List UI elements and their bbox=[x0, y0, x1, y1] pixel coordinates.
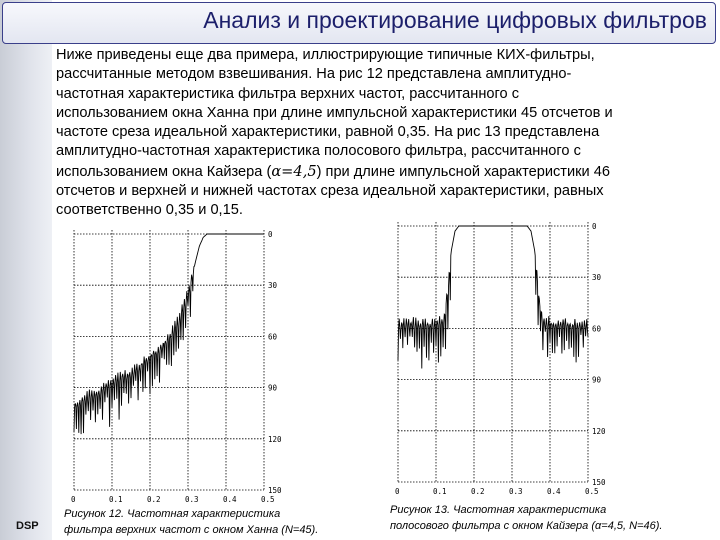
fig12-ytick-4: 120 bbox=[268, 434, 282, 444]
fig13-xtick-3: 0.3 bbox=[509, 487, 523, 496]
fig12-ytick-5: 150 bbox=[268, 486, 282, 495]
figure-13-bandpass-response bbox=[380, 216, 680, 498]
alpha-symbol: α=4,5 bbox=[271, 162, 317, 180]
body-line-2: рассчитанные методом взвешивания. На рис 12 представлена амплитудно- bbox=[56, 66, 572, 83]
fig12-xtick-4: 0.4 bbox=[223, 495, 237, 504]
body-line-5: частоте среза идеальной характеристики, равной 0,35. На рис 13 представлена bbox=[56, 124, 600, 141]
page-title: Анализ и проектирование цифровых фильтров bbox=[203, 7, 707, 33]
body-line-3: частотная характеристика фильтра верхних частот, рассчитанного с bbox=[56, 85, 519, 102]
dsp-logo: DSP bbox=[16, 520, 39, 532]
fig12-ytick-3: 90 bbox=[268, 383, 278, 393]
fig12-xtick-3: 0.3 bbox=[185, 495, 199, 504]
fig12-ytick-2: 60 bbox=[268, 332, 278, 342]
body-line-1: Ниже приведены еще два примера, иллюстрирующие типичные КИХ-фильтры, bbox=[56, 47, 595, 63]
body-line-9: соответственно 0,35 и 0,15. bbox=[56, 202, 243, 219]
fig13-xtick-2: 0.2 bbox=[471, 487, 485, 496]
fig13-response-curve bbox=[398, 226, 588, 369]
body-line-7a: использованием окна Кайзера ( bbox=[56, 163, 272, 180]
left-sidebar bbox=[0, 0, 52, 540]
fig13-ytick-1: 30 bbox=[592, 273, 602, 283]
body-line-4: использованием окна Ханна при длине импульсной характеристики 45 отсчетов и bbox=[56, 104, 613, 121]
fig12-xtick-2: 0.2 bbox=[147, 495, 161, 504]
figure-13-caption-line-1: Рисунок 13. Частотная характеристика bbox=[390, 504, 607, 516]
figure-12-caption bbox=[64, 506, 384, 538]
fig13-xtick-4: 0.4 bbox=[547, 487, 561, 496]
body-line-8: отсчетов и верхней и нижней частотах среза идеальной характеристики, равных bbox=[56, 183, 604, 200]
fig12-xtick-0: 0 bbox=[71, 495, 76, 504]
fig13-xtick-1: 0.1 bbox=[433, 487, 447, 496]
fig12-response-curve bbox=[74, 234, 264, 434]
fig12-ytick-0: 0 bbox=[268, 230, 273, 239]
fig13-xtick-5: 0.5 bbox=[585, 487, 599, 496]
figure-12-highpass-response bbox=[56, 226, 356, 504]
body-line-6: амплитудно-частотная характеристика полосового фильтра, рассчитанного с bbox=[56, 143, 581, 160]
fig13-ytick-2: 60 bbox=[592, 324, 602, 334]
fig13-ytick-4: 120 bbox=[592, 426, 606, 436]
figure-12-caption-line-1: Рисунок 12. Частотная характеристика bbox=[64, 508, 281, 520]
fig12-xtick-1: 0.1 bbox=[109, 495, 123, 504]
body-paragraph bbox=[56, 46, 716, 221]
fig13-ytick-3: 90 bbox=[592, 375, 602, 385]
fig13-ytick-5: 150 bbox=[592, 478, 606, 487]
figure-12-caption-line-2: фильтра верхних частот с окном Ханна (N=45). bbox=[64, 524, 319, 536]
fig12-ytick-1: 30 bbox=[268, 281, 278, 291]
fig13-xtick-0: 0 bbox=[395, 487, 400, 496]
figure-13-caption-line-2: полосового фильтра с окном Кайзера (α=4,5, N=46). bbox=[390, 520, 663, 532]
fig13-ytick-0: 0 bbox=[592, 222, 597, 231]
body-line-7b: ) при длине импульсной характеристики 46 bbox=[316, 163, 610, 180]
title-bar bbox=[2, 2, 716, 44]
fig12-xtick-5: 0.5 bbox=[261, 495, 275, 504]
figure-13-caption bbox=[390, 502, 720, 534]
